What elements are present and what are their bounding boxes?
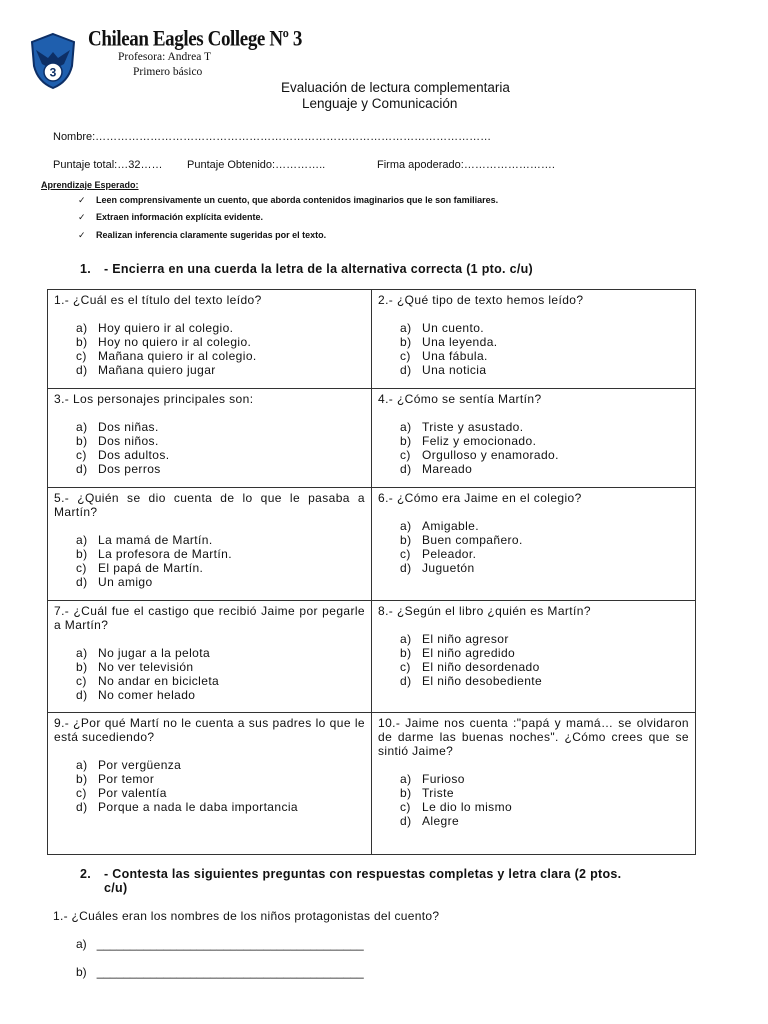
question-cell [372, 389, 696, 488]
question-text: 9.- ¿Por qué Martí no le cuenta a sus padres lo que le está sucediendo? [54, 716, 365, 744]
question-text: 3.- Los personajes principales son: [54, 392, 254, 406]
answer-option[interactable] [54, 335, 365, 349]
option-letter: c) [76, 561, 87, 575]
option-letter: c) [400, 448, 411, 462]
answer-option[interactable] [54, 434, 365, 448]
option-text: Dos niñas. [98, 420, 159, 434]
option-letter: d) [76, 462, 88, 476]
question-cell [48, 389, 372, 488]
option-text: Dos perros [98, 462, 161, 476]
school-name: Chilean Eagles College Nº 3 [88, 27, 302, 52]
answer-option[interactable] [378, 646, 689, 660]
question-text: 8.- ¿Según el libro ¿quién es Martín? [378, 604, 591, 618]
option-text: Peleador. [422, 547, 477, 561]
option-text: La mamá de Martín. [98, 533, 213, 547]
answer-option[interactable] [54, 786, 365, 800]
answer-option[interactable] [378, 561, 689, 575]
question-cell [372, 290, 696, 389]
objectives-heading: Aprendizaje Esperado: [41, 180, 139, 190]
option-letter: a) [400, 519, 412, 533]
option-text: Hoy quiero ir al colegio. [98, 321, 234, 335]
answer-option[interactable] [378, 632, 689, 646]
section2-title-cont: c/u) [104, 881, 128, 895]
option-letter: b) [76, 434, 88, 448]
school-crest-icon [28, 32, 78, 90]
option-letter: d) [76, 363, 88, 377]
objective-item: ✓ Leen comprensivamente un cuento, que aborda contenidos imaginarios que le son familiares. [78, 195, 499, 205]
option-letter: d) [400, 674, 412, 688]
option-text: Triste y asustado. [422, 420, 524, 434]
section1-title: 1. - Encierra en una cuerda la letra de la alternativa correcta (1 pto. c/u) [80, 262, 533, 276]
option-letter: d) [76, 575, 88, 589]
answer-option[interactable] [378, 786, 689, 800]
question-text: 5.- ¿Quién se dio cuenta de lo que le pasaba a Martín? [54, 491, 365, 519]
question-cell [372, 601, 696, 713]
option-letter: b) [400, 335, 412, 349]
question-cell [372, 713, 696, 855]
question-text: 7.- ¿Cuál fue el castigo que recibió Jaime por pegarle a Martín? [54, 604, 365, 632]
answer-line-b[interactable]: b) ________________________________________ [76, 965, 364, 979]
option-text: Un amigo [98, 575, 153, 589]
teacher-name: Profesora: Andrea T [118, 51, 212, 63]
option-text: Orgulloso y enamorado. [422, 448, 559, 462]
option-text: Mañana quiero ir al colegio. [98, 349, 257, 363]
answer-option[interactable] [54, 575, 365, 589]
option-letter: d) [400, 363, 412, 377]
answer-option[interactable] [378, 660, 689, 674]
question-cell [372, 488, 696, 601]
option-letter: a) [76, 420, 88, 434]
answer-option[interactable] [54, 533, 365, 547]
answer-option[interactable] [378, 363, 689, 377]
option-text: No andar en bicicleta [98, 674, 220, 688]
answer-option[interactable] [54, 772, 365, 786]
option-text: Porque a nada le daba importancia [98, 800, 298, 814]
open-question-1: 1.- ¿Cuáles eran los nombres de los niños protagonistas del cuento? [53, 909, 440, 923]
answer-option[interactable] [378, 462, 689, 476]
obtained-score-field[interactable]: Puntaje Obtenido:………….. [187, 159, 326, 171]
question-row [48, 601, 696, 713]
objective-item: ✓ Extraen información explícita evidente. [78, 212, 264, 222]
option-text: Alegre [422, 814, 460, 828]
answer-option[interactable] [54, 561, 365, 575]
check-icon: ✓ [78, 212, 86, 222]
option-letter: d) [76, 688, 88, 702]
option-letter: d) [400, 462, 412, 476]
option-text: Le dio lo mismo [422, 800, 513, 814]
answer-option[interactable] [378, 335, 689, 349]
option-text: Por temor [98, 772, 155, 786]
option-text: El niño desobediente [422, 674, 543, 688]
question-cell [48, 601, 372, 713]
objective-item: ✓ Realizan inferencia claramente sugeridas por el texto. [78, 230, 327, 240]
option-letter: b) [400, 646, 412, 660]
evaluation-title: Evaluación de lectura complementaria [281, 80, 510, 95]
answer-option[interactable] [54, 800, 365, 814]
name-field[interactable]: Nombre:……………………………………………………………………………………………… [53, 131, 492, 143]
option-text: Buen compañero. [422, 533, 523, 547]
option-letter: c) [400, 349, 411, 363]
option-letter: b) [76, 547, 88, 561]
answer-option[interactable] [54, 547, 365, 561]
answer-option[interactable] [378, 533, 689, 547]
option-text: Por vergüenza [98, 758, 182, 772]
question-row [48, 713, 696, 855]
subject-title: Lenguaje y Comunicación [302, 96, 458, 111]
option-text: Amigable. [422, 519, 479, 533]
answer-option[interactable] [378, 547, 689, 561]
option-text: El niño agresor [422, 632, 509, 646]
option-text: Mareado [422, 462, 473, 476]
option-text: La profesora de Martín. [98, 547, 232, 561]
option-letter: c) [400, 800, 411, 814]
option-letter: c) [76, 448, 87, 462]
option-letter: a) [400, 772, 412, 786]
answer-option[interactable] [54, 646, 365, 660]
option-text: Hoy no quiero ir al colegio. [98, 335, 252, 349]
option-letter: a) [400, 420, 412, 434]
answer-option[interactable] [54, 321, 365, 335]
answer-option[interactable] [54, 660, 365, 674]
option-text: Una leyenda. [422, 335, 498, 349]
option-letter: a) [76, 533, 88, 547]
answer-option[interactable] [378, 519, 689, 533]
question-text: 10.- Jaime nos cuenta :"papá y mamá… se olvidaron de darme las buenas noches". ¿Cómo crees que se sintió Jaime? [378, 716, 689, 758]
option-letter: b) [76, 772, 88, 786]
option-letter: c) [76, 786, 87, 800]
check-icon: ✓ [78, 230, 86, 240]
check-icon: ✓ [78, 195, 86, 205]
option-text: Una fábula. [422, 349, 488, 363]
option-letter: b) [400, 786, 412, 800]
option-letter: a) [76, 321, 88, 335]
option-text: Furioso [422, 772, 465, 786]
question-text: 4.- ¿Cómo se sentía Martín? [378, 392, 542, 406]
answer-option[interactable] [378, 434, 689, 448]
option-letter: c) [400, 660, 411, 674]
answer-option[interactable] [378, 448, 689, 462]
total-score-field: Puntaje total:…32…… [53, 159, 163, 171]
option-text: Feliz y emocionado. [422, 434, 537, 448]
answer-option[interactable] [54, 688, 365, 702]
option-text: Dos niños. [98, 434, 159, 448]
question-row [48, 488, 696, 601]
option-letter: b) [76, 335, 88, 349]
option-letter: a) [76, 646, 88, 660]
question-text: 2.- ¿Qué tipo de texto hemos leído? [378, 293, 584, 307]
option-letter: c) [76, 349, 87, 363]
option-text: No jugar a la pelota [98, 646, 211, 660]
question-text: 1.- ¿Cuál es el título del texto leído? [54, 293, 262, 307]
option-letter: b) [400, 533, 412, 547]
answer-option[interactable] [54, 420, 365, 434]
option-text: Dos adultos. [98, 448, 170, 462]
answer-option[interactable] [54, 448, 365, 462]
option-letter: a) [76, 758, 88, 772]
section2-title: 2. - Contesta las siguientes preguntas con respuestas completas y letra clara (2 ptos. [80, 867, 622, 881]
option-letter: c) [76, 674, 87, 688]
answer-option[interactable] [54, 349, 365, 363]
question-cell [48, 488, 372, 601]
option-text: Juguetón [422, 561, 475, 575]
option-letter: b) [400, 434, 412, 448]
option-letter: b) [76, 660, 88, 674]
option-letter: c) [400, 547, 411, 561]
option-letter: d) [400, 561, 412, 575]
answer-option[interactable] [54, 758, 365, 772]
grade-level: Primero básico [133, 66, 203, 78]
answer-option[interactable] [54, 674, 365, 688]
answer-option[interactable] [378, 674, 689, 688]
question-row [48, 389, 696, 488]
question-text: 6.- ¿Cómo era Jaime en el colegio? [378, 491, 582, 505]
option-text: Una noticia [422, 363, 487, 377]
option-letter: d) [400, 814, 412, 828]
answer-option[interactable] [378, 814, 689, 828]
answer-option[interactable] [378, 349, 689, 363]
answer-option[interactable] [378, 420, 689, 434]
guardian-signature-field[interactable]: Firma apoderado:……………………. [377, 159, 555, 171]
option-text: Por valentía [98, 786, 167, 800]
option-letter: d) [76, 800, 88, 814]
option-text: Triste [422, 786, 454, 800]
option-text: El papá de Martín. [98, 561, 204, 575]
option-text: Un cuento. [422, 321, 485, 335]
option-text: No comer helado [98, 688, 196, 702]
option-text: El niño agredido [422, 646, 516, 660]
option-text: El niño desordenado [422, 660, 540, 674]
option-letter: a) [400, 632, 412, 646]
crest-number: 3 [49, 65, 57, 80]
answer-line-a[interactable]: a) ________________________________________ [76, 937, 364, 951]
question-cell [48, 713, 372, 855]
answer-option[interactable] [378, 800, 689, 814]
answer-option[interactable] [54, 363, 365, 377]
option-text: No ver televisión [98, 660, 194, 674]
questions-table [47, 289, 696, 855]
question-cell [48, 290, 372, 389]
answer-option[interactable] [54, 462, 365, 476]
answer-option[interactable] [378, 321, 689, 335]
answer-option[interactable] [378, 772, 689, 786]
option-letter: a) [400, 321, 412, 335]
question-row [48, 290, 696, 389]
option-text: Mañana quiero jugar [98, 363, 216, 377]
